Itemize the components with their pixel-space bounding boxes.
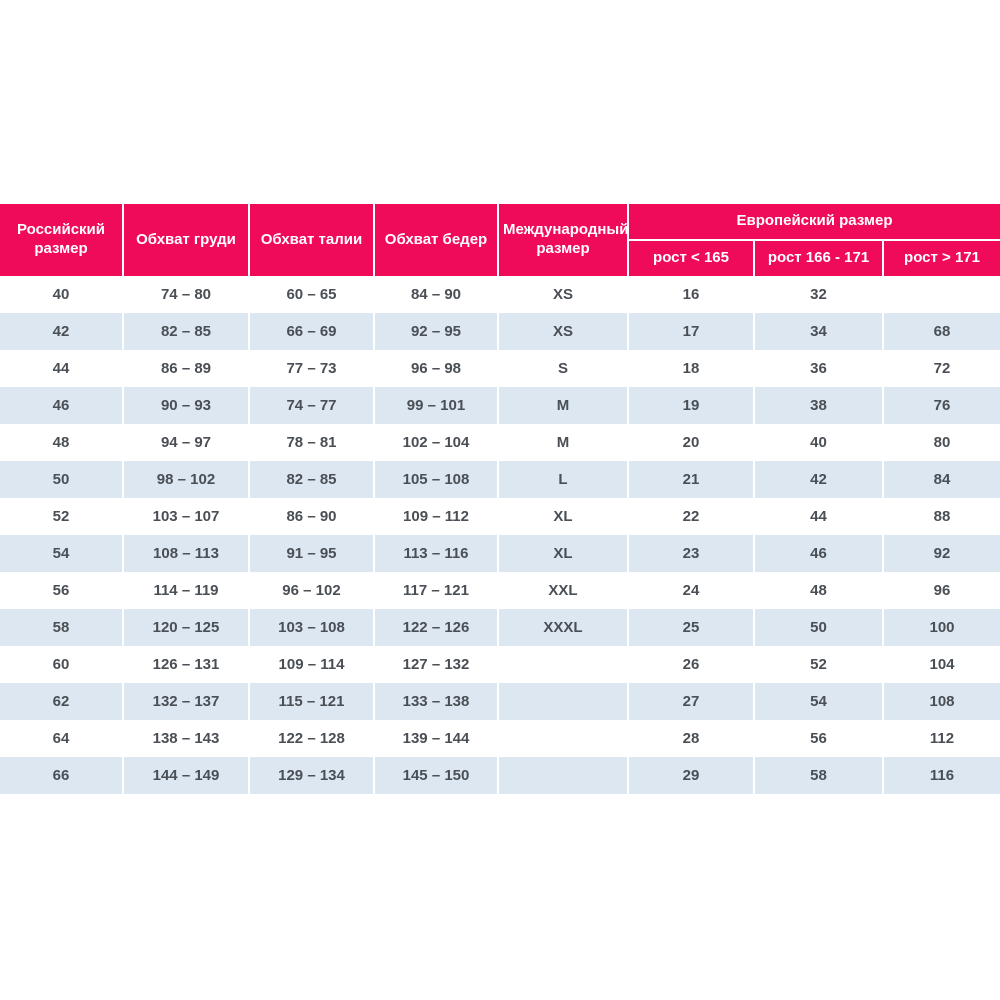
table-cell: 129 – 134	[249, 757, 374, 794]
table-cell: 34	[754, 313, 883, 350]
table-cell: XXL	[498, 572, 628, 609]
table-cell: 115 – 121	[249, 683, 374, 720]
table-cell: 27	[628, 683, 754, 720]
table-cell: 84	[883, 461, 1000, 498]
table-cell: 58	[754, 757, 883, 794]
table-cell	[498, 757, 628, 794]
table-cell: 17	[628, 313, 754, 350]
table-cell: 56	[0, 572, 123, 609]
table-cell: 102 – 104	[374, 424, 498, 461]
header-chest: Обхват груди	[123, 204, 249, 276]
header-height-gt-171: рост > 171	[883, 240, 1000, 276]
table-cell: 40	[754, 424, 883, 461]
table-cell: 98 – 102	[123, 461, 249, 498]
table-cell: 145 – 150	[374, 757, 498, 794]
table-cell: XXXL	[498, 609, 628, 646]
table-cell: 108	[883, 683, 1000, 720]
table-cell: 77 – 73	[249, 350, 374, 387]
table-cell: 18	[628, 350, 754, 387]
table-cell: 113 – 116	[374, 535, 498, 572]
table-cell: 29	[628, 757, 754, 794]
header-russian-size: Российский размер	[0, 204, 123, 276]
table-cell: 54	[754, 683, 883, 720]
table-cell: 46	[0, 387, 123, 424]
table-cell: 46	[754, 535, 883, 572]
table-cell: 127 – 132	[374, 646, 498, 683]
table-cell: 60 – 65	[249, 276, 374, 313]
table-cell: 76	[883, 387, 1000, 424]
table-cell: 74 – 80	[123, 276, 249, 313]
table-cell: 25	[628, 609, 754, 646]
table-cell: 42	[754, 461, 883, 498]
table-cell: 38	[754, 387, 883, 424]
table-row	[0, 387, 1000, 424]
table-cell: 96	[883, 572, 1000, 609]
table-cell: 114 – 119	[123, 572, 249, 609]
table-cell: 91 – 95	[249, 535, 374, 572]
table-cell	[883, 276, 1000, 313]
header-height-lt-165: рост < 165	[628, 240, 754, 276]
table-cell: 78 – 81	[249, 424, 374, 461]
table-cell: 108 – 113	[123, 535, 249, 572]
table-cell: 100	[883, 609, 1000, 646]
table-row	[0, 535, 1000, 572]
header-waist: Обхват талии	[249, 204, 374, 276]
table-cell: 86 – 90	[249, 498, 374, 535]
table-cell: 16	[628, 276, 754, 313]
table-cell: 117 – 121	[374, 572, 498, 609]
table-cell: 105 – 108	[374, 461, 498, 498]
table-cell: 28	[628, 720, 754, 757]
size-chart-header	[0, 204, 1000, 276]
table-row	[0, 313, 1000, 350]
table-cell: 86 – 89	[123, 350, 249, 387]
table-cell: 103 – 108	[249, 609, 374, 646]
table-cell	[498, 646, 628, 683]
table-cell: 82 – 85	[123, 313, 249, 350]
table-cell: 116	[883, 757, 1000, 794]
size-chart-table	[0, 204, 1000, 794]
table-row	[0, 683, 1000, 720]
table-cell: 92	[883, 535, 1000, 572]
table-cell: 90 – 93	[123, 387, 249, 424]
table-cell: 120 – 125	[123, 609, 249, 646]
table-row	[0, 572, 1000, 609]
table-cell: 84 – 90	[374, 276, 498, 313]
table-cell: 62	[0, 683, 123, 720]
table-cell: 104	[883, 646, 1000, 683]
table-cell: 66 – 69	[249, 313, 374, 350]
table-cell: 139 – 144	[374, 720, 498, 757]
table-cell: 54	[0, 535, 123, 572]
table-row	[0, 461, 1000, 498]
table-cell: 99 – 101	[374, 387, 498, 424]
table-cell: 23	[628, 535, 754, 572]
table-cell: 88	[883, 498, 1000, 535]
table-cell: 50	[754, 609, 883, 646]
table-cell: 103 – 107	[123, 498, 249, 535]
table-cell: XS	[498, 276, 628, 313]
table-cell: 96 – 102	[249, 572, 374, 609]
table-cell: M	[498, 424, 628, 461]
table-cell: 20	[628, 424, 754, 461]
table-row	[0, 424, 1000, 461]
table-cell: 82 – 85	[249, 461, 374, 498]
table-cell: 144 – 149	[123, 757, 249, 794]
table-cell: 26	[628, 646, 754, 683]
table-cell: 109 – 114	[249, 646, 374, 683]
table-cell: 132 – 137	[123, 683, 249, 720]
header-international-size: Международный размер	[498, 204, 628, 276]
table-cell: 44	[0, 350, 123, 387]
table-cell	[498, 683, 628, 720]
table-cell: 64	[0, 720, 123, 757]
table-cell: 42	[0, 313, 123, 350]
table-cell: 40	[0, 276, 123, 313]
table-row	[0, 498, 1000, 535]
table-row	[0, 350, 1000, 387]
table-cell: 32	[754, 276, 883, 313]
table-cell: 122 – 126	[374, 609, 498, 646]
table-row	[0, 276, 1000, 313]
table-cell: 19	[628, 387, 754, 424]
table-row	[0, 720, 1000, 757]
table-cell: S	[498, 350, 628, 387]
table-cell	[498, 720, 628, 757]
table-cell: 133 – 138	[374, 683, 498, 720]
table-cell: 74 – 77	[249, 387, 374, 424]
table-cell: XL	[498, 498, 628, 535]
table-cell: 50	[0, 461, 123, 498]
table-cell: 58	[0, 609, 123, 646]
table-cell: 48	[754, 572, 883, 609]
table-cell: 122 – 128	[249, 720, 374, 757]
table-cell: XL	[498, 535, 628, 572]
table-cell: 52	[0, 498, 123, 535]
table-cell: M	[498, 387, 628, 424]
table-row	[0, 609, 1000, 646]
table-cell: 52	[754, 646, 883, 683]
table-cell: 36	[754, 350, 883, 387]
table-row	[0, 646, 1000, 683]
table-cell: 48	[0, 424, 123, 461]
header-european-size: Европейский размер	[628, 204, 1000, 240]
size-chart-body	[0, 276, 1000, 794]
header-hips: Обхват бедер	[374, 204, 498, 276]
table-cell: L	[498, 461, 628, 498]
table-cell: XS	[498, 313, 628, 350]
table-cell: 138 – 143	[123, 720, 249, 757]
table-cell: 126 – 131	[123, 646, 249, 683]
table-cell: 24	[628, 572, 754, 609]
table-cell: 96 – 98	[374, 350, 498, 387]
table-cell: 112	[883, 720, 1000, 757]
table-cell: 22	[628, 498, 754, 535]
table-cell: 56	[754, 720, 883, 757]
table-row	[0, 757, 1000, 794]
table-cell: 72	[883, 350, 1000, 387]
table-cell: 44	[754, 498, 883, 535]
header-height-166-171: рост 166 - 171	[754, 240, 883, 276]
table-cell: 80	[883, 424, 1000, 461]
table-cell: 68	[883, 313, 1000, 350]
size-chart-container	[0, 204, 1000, 794]
table-cell: 60	[0, 646, 123, 683]
table-cell: 66	[0, 757, 123, 794]
table-cell: 94 – 97	[123, 424, 249, 461]
table-cell: 109 – 112	[374, 498, 498, 535]
table-cell: 92 – 95	[374, 313, 498, 350]
table-cell: 21	[628, 461, 754, 498]
